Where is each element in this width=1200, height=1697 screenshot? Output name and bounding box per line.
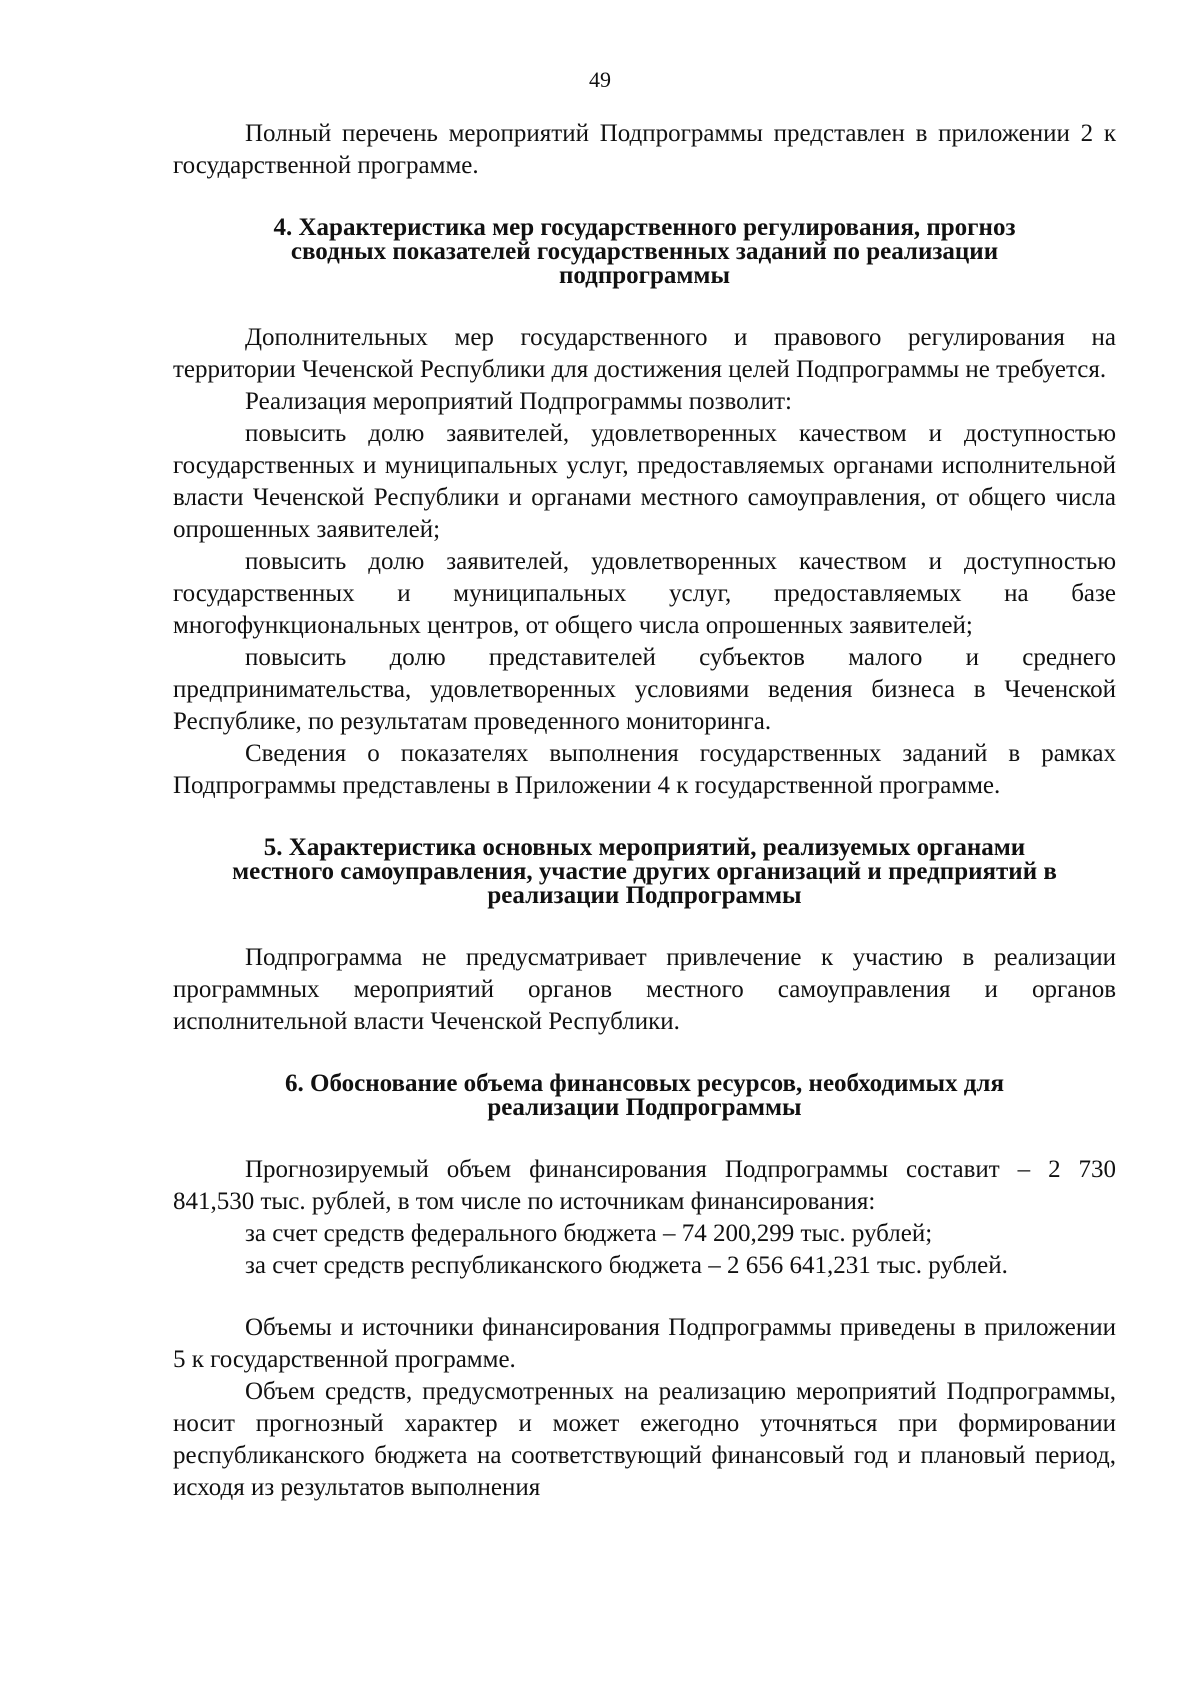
- page-content: [173, 118, 1116, 1504]
- paragraph-full-list: Полный перечень мероприятий Подпрограммы представлен в приложении 2 к государственной программе.: [173, 120, 1116, 179]
- paragraph-goal-business: повысить долю представителей субъектов малого и среднего предпринимательства, удовлетворенных условиями ведения бизнеса в Чеченской Республике, по результатам проведенного мониторинга.: [173, 644, 1116, 735]
- paragraph-funding-sources: Объемы и источники финансирования Подпрограммы приведены в приложении 5 к государственной программе.: [173, 1314, 1116, 1373]
- section-4-heading: [173, 216, 1116, 288]
- paragraph-no-local-participation: Подпрограмма не предусматривает привлечение к участию в реализации программных мероприятий органов местного самоуправления и органов исполнительной власти Чеченской Республики.: [173, 944, 1116, 1035]
- section-4-heading-line3: подпрограммы: [559, 262, 730, 289]
- section-5-heading: [173, 836, 1116, 908]
- paragraph-goal-applicants-mfc: повысить долю заявителей, удовлетворенных качеством и доступностью государственных и муниципальных услуг, предоставляемых на базе многофункциональных центров, от общего числа опрошенных заявителей;: [173, 548, 1116, 639]
- paragraph-total-funding: Прогнозируемый объем финансирования Подпрограммы составит – 2 730 841,530 тыс. рублей, в том числе по источникам финансирования:: [173, 1156, 1116, 1215]
- paragraph-implementation-intro: Реализация мероприятий Подпрограммы позволит:: [245, 388, 792, 415]
- paragraph-funding-forecast: Объем средств, предусмотренных на реализацию мероприятий Подпрограммы, носит прогнозный характер и может ежегодно уточняться при формировании республиканского бюджета на соответствующий финансовый год и плановый период, исходя из результатов выполнения: [173, 1378, 1116, 1501]
- section-5-heading-line3: реализации Подпрограммы: [487, 882, 802, 909]
- section-4-heading-line1: 4. Характеристика мер государственного регулирования, прогноз: [273, 214, 1016, 241]
- paragraph-goal-applicants-authorities: повысить долю заявителей, удовлетворенных качеством и доступностью государственных и муниципальных услуг, предоставляемых органами исполнительной власти Чеченской Республики и органами местного самоуправления, от общего числа опрошенных заявителей;: [173, 420, 1116, 543]
- section-6-heading-line1: 6. Обоснование объема финансовых ресурсов, необходимых для: [285, 1070, 1004, 1097]
- paragraph-additional-measures: Дополнительных мер государственного и правового регулирования на территории Чеченской Республики для достижения целей Подпрограммы не требуется.: [173, 324, 1116, 383]
- section-5-heading-line2: местного самоуправления, участие других организаций и предприятий в: [232, 858, 1057, 885]
- section-6-heading: [173, 1072, 1116, 1120]
- section-4-heading-line2: сводных показателей государственных заданий по реализации: [290, 238, 999, 265]
- section-6-heading-line2: реализации Подпрограммы: [487, 1094, 802, 1121]
- section-5-heading-line1: 5. Характеристика основных мероприятий, реализуемых органами: [263, 834, 1026, 861]
- paragraph-regional-funding: за счет средств республиканского бюджета – 2 656 641,231 тыс. рублей.: [245, 1252, 1008, 1279]
- page-number: 49: [589, 67, 611, 92]
- paragraph-state-tasks-info: Сведения о показателях выполнения государственных заданий в рамках Подпрограммы представлены в Приложении 4 к государственной программе.: [173, 740, 1116, 799]
- paragraph-federal-funding: за счет средств федерального бюджета – 74 200,299 тыс. рублей;: [245, 1220, 933, 1247]
